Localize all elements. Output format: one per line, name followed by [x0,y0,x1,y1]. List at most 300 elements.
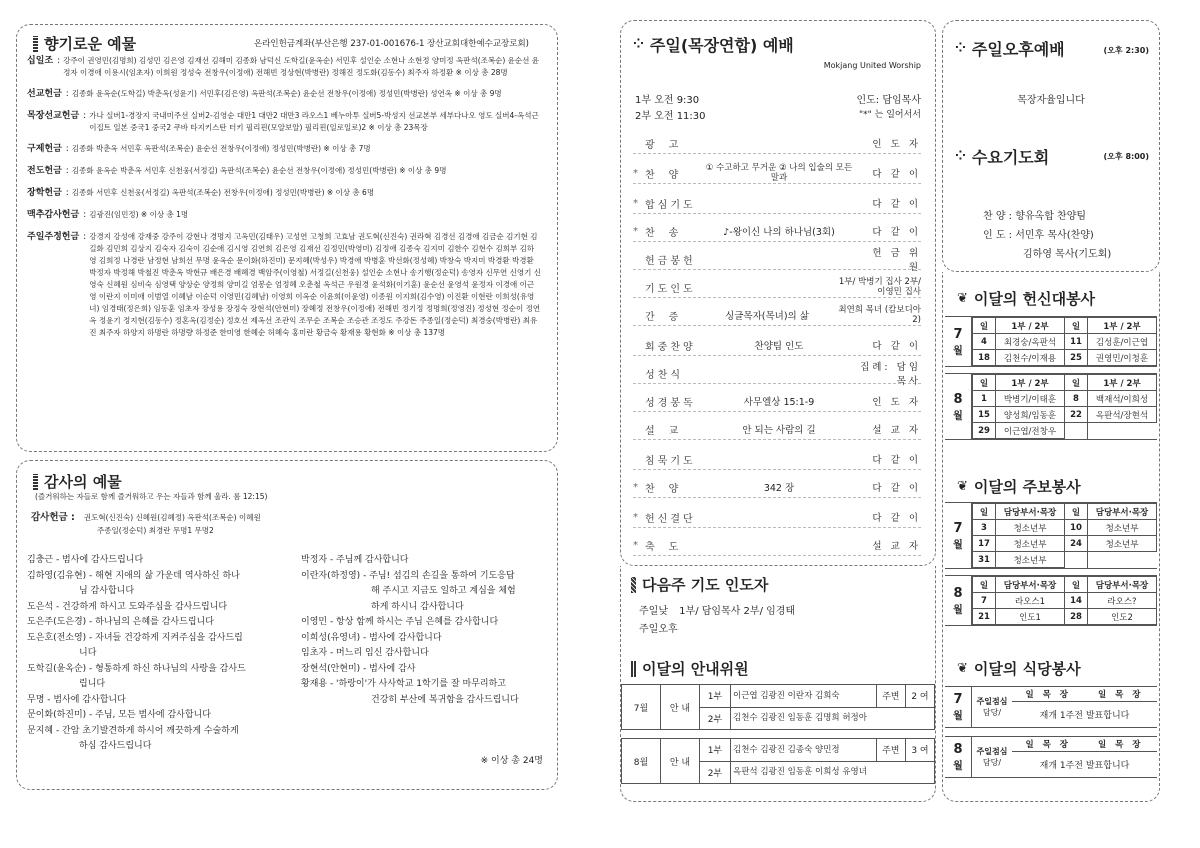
assignee-cell: 최경숭/옥판석 [996,334,1065,350]
assignee-cell: 백재석/이희성 [1088,391,1157,407]
column-head: 일 목 장 [1025,740,1072,750]
order-leader: 집례: 담임목사 [860,362,921,387]
bulletin-head-row [973,504,1157,520]
guide-extra: 주변 [876,685,905,708]
kitchen-label-sub: 담당/ [982,758,1002,767]
bar-icon [33,474,38,490]
flowers-row [973,407,1157,423]
order-row [633,419,921,440]
guide-names: 김천수 김광진 김종숙 양민정 [731,739,877,762]
column-head: 일 [1065,504,1088,520]
kitchen-body [1012,687,1157,727]
colon: : [57,56,61,66]
bulletin-month-block [945,575,1157,626]
offering-names: 강경지 강성애 강재중 강주이 강현나 경명지 고옥민(김태우) 고성연 고청희 고효남 권도혁(신진숙) 권라혁 김경선 김경애 김금순 김기현 김길화 김민희 김상지 김숙자 김숙이 김순애 김시영 김연희 김은영 김재선 김정민(박영미) 김정애 김종숙 김지미 김한수 김현수 김희부 김하영 김희정 나경란 남정현 남희선 무명 윤옥순 문이화(하진미) 문지혜(박성우) 박경애 박병훈 박선화(정성혜) 박창숙 박지미 박경환 박경환 박정자 박정해 박철진 박춘옥 박현규 배은경 배혜경 백암주(이영철) 서정길(신천웅) 설인순 소현나 송기행(정순덕) 송영자 신무연 신영기 신영숙 신혜원 심비숙 심영택 양상순 양정희 양미길 엄봉순 엄정혜 오춘철 옥석근 우원경 윤석화(이기훈) 윤순선 윤영석 윤정자 이경애 이근영 이란지 이미애 이범열 이혜남 이순덕 이영민(김혜남) 이영희 이옥순 이윤희(이윤영) 이종원 이지희(김수영) 이진환 이현란 이희성(유영녀) 임경태(정은희) 임동훈 임초자 장성용 장정숙 장현석(안현미) 장혜정 전창우(이정애) 전해빈 정기정 정명희(정영진) 정성현 정순이 정연옥 정윤기 정지현(김동수) 정혼옥(김정순) 정호선 제옥선 조관익 조무순 조복순 조승관 조정도 주강돈 주종일(정순덕) 최경숭(박병란) 최유진 최주자 하양지 하명란 하명량 하정준 한미영 한혜순 허혜숙 홍미란 황금숙 황재용 황현화 ※ 이상 총 137명 [89,232,542,337]
wednesday-line-2: 인 도 : 서민후 목사(찬양) [983,230,1094,241]
thanks-line: 이희성(유영녀) - 범사에 감사합니다 [301,632,442,643]
order-leader: 인 도 자 [872,397,921,408]
order-row [633,133,921,154]
thanks-line: 김하영(김유현) - 해현 지애의 삶 가운데 역사하신 하나 [27,570,240,581]
month-number: 8 [953,391,963,407]
fleuron-icon: ❦ [957,661,968,676]
assignee-cell: 이근엽/전창우 [996,423,1065,439]
day-cell: 28 [1065,609,1088,625]
order-item: 축도 [645,541,693,553]
offering-names: 강주이 권영민(김명희) 김성민 김은영 김재선 김해미 김종화 남덕신 도학길(윤옥순) 서민후 설인순 소현나 소현정 양미정 옥판석(조복순) 윤순선 윤정자 이경애 이용시(임초자) 이희원 정성숙 전창우(이정애) 전해빈 정상현(박병란) 정해진 정도화(김동수) 최주자 하정환 ※ 이상 총 28명 [63,56,540,77]
stand-marker: * [633,225,638,237]
order-content: ♪-왕이신 나의 하나님(3회) [723,227,835,238]
order-row [633,535,921,556]
order-row [633,335,921,356]
bulletin-month [945,576,972,625]
flowers-header [957,288,1095,309]
month-unit: 월 [953,410,963,422]
kitchen-text: 재개 1주전 발표합니다 [1039,711,1130,721]
column-head: 일 [973,375,996,391]
offering-names: 김광진(임민정) ※ 이상 총 1명 [89,210,189,219]
offering-label: 주일주정헌금 [27,232,80,242]
bulletin-month-block [945,502,1157,569]
flowers-row [973,350,1157,366]
guide-names: 김천수 김광진 임동훈 김명희 허정아 [731,707,935,730]
worship-time-2: 2부 오전 11:30 [635,111,706,122]
next-prayer-line2: 주일오후 [639,624,678,635]
kitchen-month [945,737,972,777]
month-unit: 월 [953,345,963,357]
order-item: 헌금봉헌 [645,255,696,267]
column-head: 일 [973,318,996,334]
thanks-line: 도은석 - 건강하게 하시고 도와주심을 감사드립니다 [27,601,228,612]
guide-row [622,739,935,762]
order-content: ① 수고하고 무거운 ② 나의 입술의 모든 말과 [705,163,853,183]
thanks-line: 이영민 - 항상 함께 하시는 주님 은혜를 감사합니다 [301,617,499,627]
stand-marker: * [633,481,638,493]
order-leader: 헌 금 위 원 [872,248,921,273]
assignee-cell [1088,552,1157,568]
guide-names: 이근엽 김광진 이란자 김희숙 [731,685,877,708]
wednesday-title: 수요기도회 [971,148,1050,167]
bulletin-header [957,476,1081,497]
offering-label: 맥추감사헌금 [27,210,80,220]
offering-section [27,187,541,200]
order-leader: 인 도 자 [872,139,921,150]
column-head: 담당부서·목장 [996,577,1065,593]
worship-header [633,33,794,56]
offering-names: 김종화 윤옥순 박춘옥 서민후 신천웅(서정길) 옥판석(조복순) 윤순선 전창우(이정애) 정성민(박병란) ※ 이상 총 9명 [71,166,447,175]
afternoon-title: 주일오후예배 [971,40,1065,59]
offerings-list [27,55,541,339]
day-cell: 24 [1065,536,1088,552]
order-leader: 다 같 이 [872,513,921,524]
column-head: 1부 / 2부 [1088,318,1157,334]
flowers-row [973,423,1157,439]
day-cell: 7 [973,593,996,609]
bulletin-row [973,520,1157,536]
wednesday-line-1: 찬 양 : 향유옥합 찬양팀 [983,211,1087,222]
kitchen-header [957,658,1081,679]
day-cell: 1 [973,391,996,407]
column-head: 일 [973,504,996,520]
colon: : [83,111,87,121]
flowers-head-row [973,318,1157,334]
flowers-grid [972,374,1157,439]
order-leader: 다 같 이 [872,483,921,494]
order-content: 342 장 [763,483,795,494]
offering-label: 선교헌금 [27,89,62,99]
fleuron-icon: ❦ [957,479,968,494]
day-cell: 3 [973,520,996,536]
colon: : [65,188,69,198]
order-row [633,221,921,242]
day-cell: 29 [973,423,996,439]
guide-part: 2부 [700,761,731,784]
offering-section [27,88,541,101]
thanks-line: 도학길(윤옥순) - 형통하게 하신 하나님의 사랑을 감사드 [27,663,246,674]
month-number: 7 [953,520,963,536]
order-leader: 1부/ 박병기 집사 2부/ 이영민 집사 [838,277,921,297]
guide-spacer-cell [622,730,935,739]
thanks-label: 감사헌금 : 권도혁(신진숙) 신혜원(김혜정) 옥판석(조복순) 이혜원 [31,512,261,523]
order-leader: 다 같 이 [872,169,921,180]
order-leader: 다 같 이 [872,341,921,352]
kitchen-head [1012,737,1157,752]
offerings-box [16,24,558,452]
order-item: 기도인도 [645,283,696,295]
order-item: 헌신결단 [645,513,696,525]
order-leader: 다 같 이 [872,455,921,466]
wednesday-line-3: 김하영 목사(기도회) [1023,249,1112,260]
day-cell: 21 [973,609,996,625]
guides-title: 이달의 안내위원 [642,660,749,678]
column-head: 1부 / 2부 [996,318,1065,334]
wednesday-header [955,145,1049,168]
kitchen-month [945,687,972,727]
assignee-cell: 청소년부 [1088,520,1157,536]
kitchen-label [972,737,1012,777]
thanks-line: 해 주시고 지금도 일하고 계심을 체험 [371,586,516,596]
offering-label: 십일조 [27,56,54,66]
order-item: 침묵기도 [645,455,696,467]
thanks-givers: 권도혁(신진숙) 신혜원(김혜정) 옥판석(조복순) 이혜원 [83,513,261,522]
assignee-cell: 박병기/이태훈 [996,391,1065,407]
offering-section [27,209,541,222]
thanks-line: 황재용 - '하랑이'가 사사학교 1학기를 잘 마무리하고 [301,679,506,689]
offering-names: 가나 실버1-경장지 국내미주선 실버2-김영순 대만1 대만2 대만3 라오스1 베누아투 실버5-박성지 선교본부 세부다나오 영도 실버4-옥석근 이집트 일본 중국1 중국2 쿠바 타지키스탄 터키 필리핀(모알보알) 필리핀(일로일로)2 ※ 이상 총 23목장 [89,111,539,132]
thanks-line: 문이화(하진미) - 주님, 모든 범사에 감사합니다 [27,710,211,720]
order-item: 광고 [645,139,693,151]
afternoon-time: (오후 2:30) [1103,46,1149,55]
month-unit: 월 [953,761,963,772]
order-row [633,507,921,528]
assignee-cell: 청소년부 [1088,536,1157,552]
day-cell: 11 [1065,334,1088,350]
bulletin-row [973,593,1157,609]
order-item: 찬양 [645,169,693,181]
column-head: 일 [973,577,996,593]
kitchen-title: 이달의 식당봉사 [973,660,1081,678]
stand-marker: * [633,197,638,209]
colon: : [83,210,87,220]
thanks-right-column [301,553,551,708]
order-item: 성찬식 [645,369,683,381]
month-number: 7 [953,326,963,342]
afternoon-header [955,37,1065,60]
kitchen-label-text: 주일점심 [976,697,1008,706]
guide-month: 7월 [622,685,661,730]
order-row [633,193,921,214]
order-item: 합심기도 [645,199,696,211]
kitchen-body [1012,737,1157,777]
thanks-line: 도은호(전소영) - 자녀들 건강하게 지켜주심을 감사드립 [27,632,243,643]
flowers-head-row [973,375,1157,391]
thanks-line: 문지혜 - 간암 초기발견하게 하시어 깨끗하게 수술하게 [27,725,239,736]
next-prayer-title: 다음주 기도 인도자 [642,576,769,594]
assignee-cell: 옥판석/장현석 [1088,407,1157,423]
day-cell: 15 [973,407,996,423]
worship-lead-note: 인도: 담임목사 [856,95,921,106]
month-unit: 월 [953,539,963,551]
worship-time-1: 1부 오전 9:30 [635,95,700,106]
kitchen-month-block [945,686,1157,728]
column-head: 일 [1065,375,1088,391]
order-content: 찬양팀 인도 [754,341,804,352]
thanks-line: 박정자 - 주님께 감사합니다 [301,555,409,565]
month-unit: 월 [953,711,963,722]
thanks-line: 장현석(안현미) - 범사에 감사 [301,663,416,674]
column-head: 1부 / 2부 [1088,375,1157,391]
thanks-line: 님 감사합니다 [79,586,135,596]
wednesday-time: (오후 8:00) [1103,152,1149,161]
offering-section [27,231,541,339]
assignee-cell: 인도2 [1088,609,1157,625]
order-leader: 다 같 이 [872,199,921,210]
bulletin-table [945,502,1157,632]
thanks-total: ※ 이상 총 24명 [480,756,543,766]
bulletin-title: 이달의 주보봉사 [973,478,1081,496]
order-content: 싱글목자(목녀)의 삶 [725,311,809,322]
order-row [633,305,921,326]
bulletin-row [973,552,1157,568]
assignee-cell: 인도1 [996,609,1065,625]
thanks-line: 하심 감사드립니다 [79,741,152,751]
colon: : [65,144,69,154]
day-cell: 25 [1065,350,1088,366]
stand-marker: * [633,511,638,523]
services-box [942,20,1160,272]
afternoon-content: 목장자율입니다 [1017,95,1085,106]
order-item: 찬송 [645,227,693,239]
offering-section [27,143,541,156]
order-content: 사무엘상 15:1-9 [743,397,815,408]
next-prayer-header [631,574,768,595]
order-row [633,362,921,387]
thanks-title: 감사의 예물 [44,473,122,491]
order-row [633,163,921,184]
flowers-title: 이달의 헌신대봉사 [973,290,1096,308]
guides-table [621,684,935,784]
offering-label: 목장선교헌금 [27,111,80,121]
assignee-cell: 라오스? [1088,593,1157,609]
thanks-line: 임초자 - 머느리 임신 감사합니다 [301,648,429,658]
guide-count: 3 여 [905,739,934,762]
guide-part: 1부 [700,685,731,708]
guide-month: 8월 [622,739,661,784]
order-row [633,477,921,498]
offering-names: 김종화 박춘옥 서민후 옥판석(조복순) 윤순선 전창우(이정애) 정성민(박병란) ※ 이상 총 7명 [71,144,371,153]
order-leader: 설 교 자 [872,541,921,552]
column-head: 일 목 장 [1097,740,1144,750]
day-cell: 10 [1065,520,1088,536]
order-row [633,248,921,273]
flowers-month-block [945,316,1157,367]
order-leader: 설 교 자 [872,425,921,436]
kitchen-table [945,686,1157,786]
guides-box [620,566,936,802]
offering-label: 전도헌금 [27,166,62,176]
thanks-line: 무명 - 범사에 감사합니다 [27,694,126,705]
flowers-month-block [945,373,1157,440]
flowers-table [945,316,1157,446]
service-tables-box [942,272,1160,802]
worship-box [620,20,936,566]
column-head: 담당부서·목장 [996,504,1065,520]
thanks-givers2: 주종일(정순덕) 최경란 무명1 무명2 [97,526,214,535]
thanks-note: (즐거워하는 자들로 함께 즐거워하고 우는 자들과 함께 울라. 롬 12:15) [35,492,268,501]
day-cell: 18 [973,350,996,366]
column-head: 1부 / 2부 [996,375,1065,391]
thanks-line: 하게 하시니 감사합니다 [371,601,464,612]
offering-section [27,110,541,134]
flowers-month [945,374,972,439]
thanks-line: 도은주(도은경) - 하나님의 은혜를 감사드립니다 [27,617,214,627]
month-number: 8 [953,742,963,757]
thanks-line: 니다 [79,648,97,658]
kitchen-label [972,687,1012,727]
offering-section [27,165,541,178]
column-head: 일 목 장 [1097,690,1144,700]
bulletin-row [973,609,1157,625]
offering-label: 구제헌금 [27,144,62,154]
thanks-line: 이란자(하정영) - 주님! 섬김의 손길을 통하여 기도응답 [301,570,515,581]
order-leader: 최연희 목녀 (캄보디아2) [838,305,921,325]
worship-subtitle: Mokjang United Worship [823,61,921,70]
order-item: 간증 [645,311,693,323]
thanks-line: 립니다 [79,679,106,689]
order-leader: 다 같 이 [872,227,921,238]
day-cell [1065,423,1088,439]
column-head: 담당부서·목장 [1088,504,1157,520]
column-head: 일 [1065,577,1088,593]
guide-role: 안 내 [661,685,700,730]
flowers-month [945,317,972,366]
order-row [633,391,921,412]
offerings-title: 향기로운 예물 [44,35,137,53]
offering-section [27,55,541,79]
order-item: 회중찬양 [645,341,696,353]
kitchen-label-text: 주일점심 [976,747,1008,756]
colon: : [83,232,87,242]
order-row [633,449,921,470]
offering-label: 장학헌금 [27,188,62,198]
assignee-cell [1088,423,1157,439]
offering-names: 김종화 서민후 신천웅(서정길) 옥판석(조복순) 전창우(이정애) 정성민(박병란) ※ 이상 총 6명 [71,188,375,197]
column-head: 담당부서·목장 [1088,577,1157,593]
stand-marker: * [633,539,638,551]
offerings-account: 온라인헌금계좌(부산은행 237-01-001676-1 장산교회대한예수교장로회) [254,39,529,49]
order-row [633,277,921,298]
guide-count: 2 여 [905,685,934,708]
column-head: 일 목 장 [1025,690,1072,700]
column-head: 일 [1065,318,1088,334]
guides-header [631,658,749,679]
assignee-cell: 김성훈/이근엽 [1088,334,1157,350]
assignee-cell: 김천수/이재용 [996,350,1065,366]
offering-names: 김종화 윤옥순(도학길) 박춘옥(성윤기) 서민후(김은영) 옥판석(조복순) 윤순선 전창우(이정애) 정성민(박병란) 성연옥 ※ 이상 총 9명 [71,89,502,98]
bar-icon [631,661,636,677]
assignee-cell: 권영민/이청훈 [1088,350,1157,366]
flowers-row [973,334,1157,350]
colon: : [65,89,69,99]
kitchen-label-sub: 담당/ [982,708,1002,717]
day-cell [1065,552,1088,568]
day-cell: 4 [973,334,996,350]
next-prayer-line1: 주일낮 1부/ 담임목사 2부/ 임경태 [639,606,796,617]
bulletin-grid [972,503,1157,568]
guide-names: 옥판석 김광진 임동훈 이희성 유영녀 [731,761,935,784]
thanks-header [33,471,122,492]
bulletin-row [973,536,1157,552]
flowers-grid [972,317,1157,366]
assignee-cell: 양성희/임동훈 [996,407,1065,423]
bulletin-month [945,503,972,568]
assignee-cell: 청소년부 [996,520,1065,536]
worship-title: 주일(목장연합) 예배 [649,36,794,55]
month-number: 7 [953,692,963,707]
guide-role: 안 내 [661,739,700,784]
order-item: 찬양 [645,483,693,495]
dots-icon: ⁘ [955,149,966,164]
guide-row [622,685,935,708]
assignee-cell: 청소년부 [996,536,1065,552]
order-content: 안 되는 사람의 길 [742,425,816,436]
bar-icon [33,36,38,52]
kitchen-head [1012,687,1157,702]
guide-spacer [622,730,935,739]
month-number: 8 [953,585,963,601]
colon: : [65,166,69,176]
order-item: 성경봉독 [645,397,696,409]
day-cell: 22 [1065,407,1088,423]
day-cell: 8 [1065,391,1088,407]
guide-extra: 주변 [876,739,905,762]
bulletin-head-row [973,577,1157,593]
assignee-cell: 청소년부 [996,552,1065,568]
month-unit: 월 [953,604,963,616]
kitchen-text: 재개 1주전 발표합니다 [1039,761,1130,771]
bulletin-grid [972,576,1157,625]
fleuron-icon: ❦ [957,291,968,306]
thanks-line: 김충근 - 범사에 감사드립니다 [27,555,144,565]
guide-part: 2부 [700,707,731,730]
dots-icon: ⁘ [955,41,966,56]
stand-marker: * [633,167,638,179]
order-item: 설교 [645,425,693,437]
thanks-left-column [27,553,289,755]
day-cell: 31 [973,552,996,568]
flowers-row [973,391,1157,407]
bar-icon [631,577,636,593]
worship-stand-note: "*" 는 일어서서 [859,110,921,120]
